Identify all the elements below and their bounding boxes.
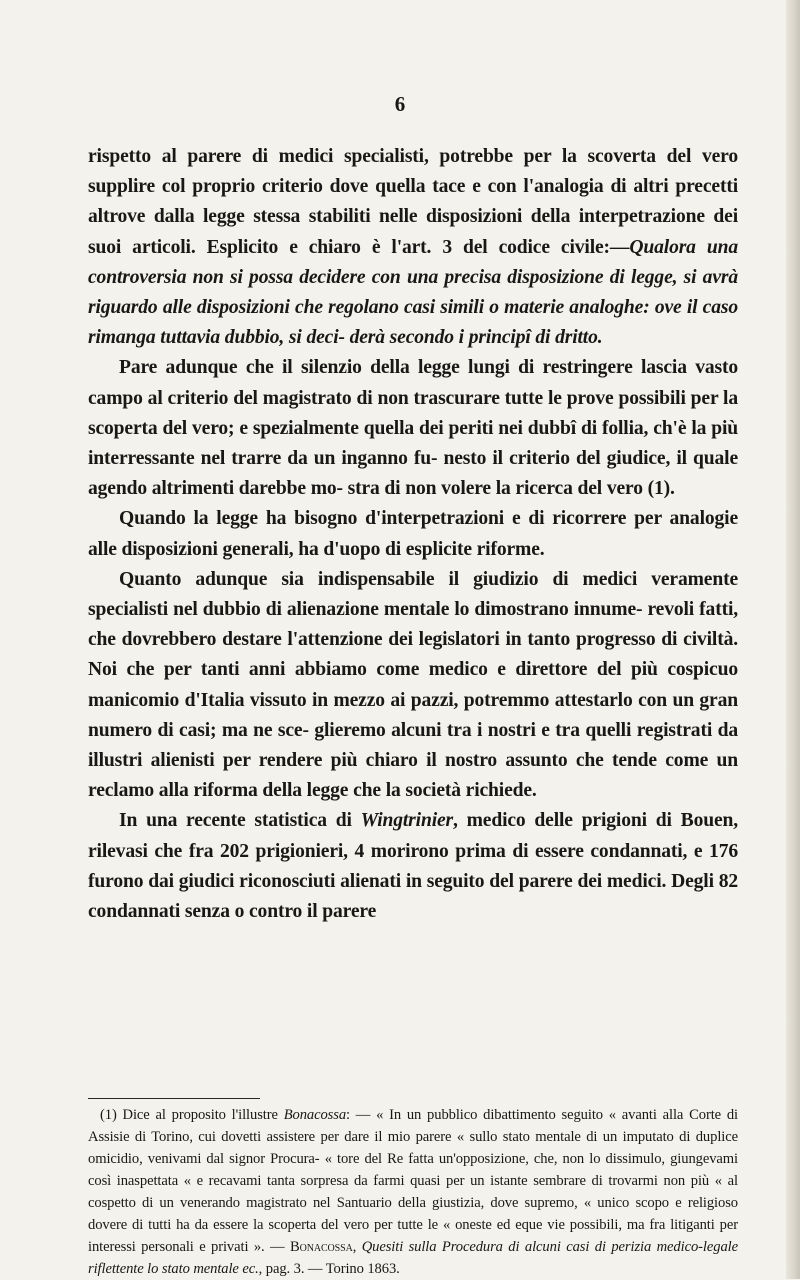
page-edge [786,0,800,1279]
footnote-text-d: , pag. 3. — Torino 1863. [258,1261,400,1277]
paragraph-1-italic-quote: Qualora una controversia non si possa decidere con una precisa disposizione di legge, si avrà riguardo alle disposizioni che regolano casi simili o materie analoghe: ove il caso rimanga tuttavia dubbio, si deci- derà secondo i principî di dritto. [88,236,738,349]
main-text [88,142,738,927]
footnote-text-c: , [352,1239,362,1255]
paragraph-5-text-a: In una recente statistica di [119,810,361,832]
footnote-author-smallcaps: Bonacossa [289,1239,353,1255]
paragraph-2: Pare adunque che il silenzio della legge lungi di restringere lascia vasto campo al criterio del magistrato di non trascurare tutte le prove possibili per la scoperta del vero; e spezialmente quella dei periti nei dubbî di follia, ch'è la più interressante nel trarre da un inganno fu- nesto il criterio del giudice, il quale agendo altrimenti darebbe mo- stra di non volere la ricerca del vero (1). [88,357,738,500]
footnote-text-a: (1) Dice al proposito l'illustre [100,1107,284,1123]
paragraph-4: Quanto adunque sia indispensabile il giudizio di medici veramente specialisti nel dubbio di alienazione mentale lo dimostrano innume- revoli fatti, che dovrebbero destare l'attenzione dei legislatori in tanto progresso di civiltà. Noi che per tanti anni abbiamo come medico e direttore del più cospicuo manicomio d'Italia vissuto in mezzo ai pazzi, potremmo attestarlo con un gran numero di casi; ma ne sce- glieremo alcuni tra i nostri e tra quelli registrati da illustri alienisti per rendere più chiaro il nostro assunto che tende come un reclamo alla riforma della legge che la società richiede. [88,568,738,802]
footnote-author-italic: Bonacossa [283,1107,347,1123]
paragraph-1 [88,142,738,353]
page-number: 6 [394,92,406,116]
footnote-rule [88,1098,260,1099]
footnote [88,1104,738,1280]
paragraph-5-name: Wingtrinier [360,810,454,832]
paragraph-5 [88,806,738,927]
paragraph-5-text-b: , medico delle prigioni di Bouen, rilevasi che fra 202 prigionieri, 4 morirono prima di essere condannati, e 176 furono dai giudici riconosciuti alienati in seguito del parere dei medici. Degli 82 condannati senza o contro il parere [88,810,738,923]
paragraph-1-text: rispetto al parere di medici specialisti, potrebbe per la scoverta del vero supplire col proprio criterio dove quella tace e con l'analogia di altri precetti altrove dalla legge stessa stabiliti nelle disposizioni della interpetrazione dei suoi articoli. Esplicito e chiaro è l'art. 3 del codice civile:— [88,146,738,258]
footnote-text-b: : — « In un pubblico dibattimento seguito « avanti alla Corte di Assisie di Torino, cui dovetti assistere per dare il mio parere « sullo stato mentale di un imputato di duplice omicidio, venivami dal signor Procura- « tore del Re fatta un'opposizione, che, non lo dissimulo, giungevami così inaspettata « e recavami tanta sorpresa da farmi quasi per un istante sembrare di trovarmi non più « al cospetto di un venerando magistrato nel Santuario della giustizia, dove supremo, « unico scopo e religioso dovere di tutti ha da essere la scoperta del vero per tutte le « oneste ed eque vie possibili, ma fra litiganti per interessi personali e privati ». — [88,1107,738,1255]
paragraph-3: Quando la legge ha bisogno d'interpetrazioni e di ricorrere per analogie alle disposizioni generali, ha d'uopo di esplicite riforme. [88,508,738,560]
footnote-work-title: Quesiti sulla Procedura di alcuni casi di perizia medico-legale riflettente lo stato mentale ec. [88,1239,738,1277]
